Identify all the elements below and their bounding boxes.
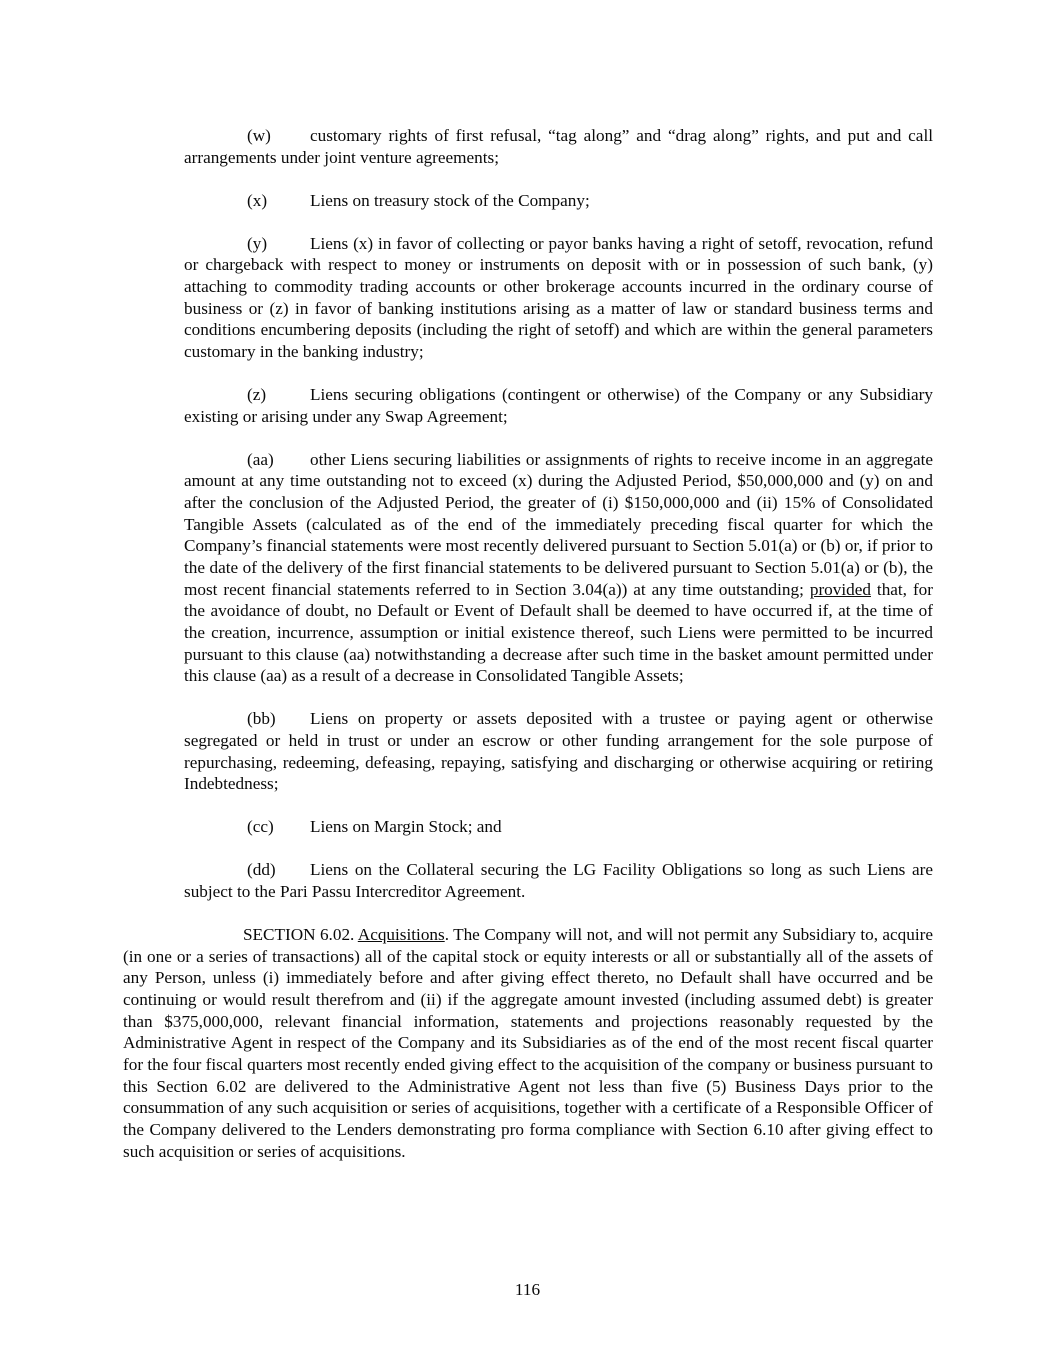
- clause-cc: [184, 816, 933, 838]
- clause-aa: [184, 449, 933, 687]
- clause-y: [184, 233, 933, 363]
- page-content: [123, 125, 933, 1184]
- clause-aa-label: (aa): [247, 449, 274, 469]
- underlined-term-provided: provided: [809, 579, 871, 599]
- clause-z: [184, 384, 933, 427]
- section-6-02-paragraph: [123, 924, 933, 1162]
- clause-cc-label: (cc): [247, 817, 274, 837]
- clause-dd: [184, 859, 933, 902]
- clause-w-label: (w): [247, 126, 271, 145]
- clause-dd-label: (dd): [247, 860, 276, 880]
- section-body-text: The Company will not, and will not permit any Subsidiary to, acquire (in one or a series of transactions) all of the capital stock or equity interests or all or substantially all of the assets of any Person, unless (i) immediately before and after giving effect thereto, no Default shall have occurred and be continuing or would result therefrom and (ii) if the aggregate amount invested (including assumed debt) is greater than $375,000,000, relevant financial information, statements and projections reasonably requested by the Administrative Agent in respect of the Company and its Subsidiaries as of the end of the most recent fiscal quarter for the four fiscal quarters most recently ended giving effect to the acquisition of the company or business pursuant to this Section 6.02 are delivered to the Administrative Agent not less than five (5) Business Days prior to the consummation of any such acquisition or series of acquisitions, together with a certificate of a Responsible Officer of the Company delivered to the Lenders demonstrating pro forma compliance with Section 6.10 after giving effect to such acquisition or series of acquisitions.: [123, 925, 933, 1161]
- clause-dd-text: Liens on the Collateral securing the LG Facility Obligations so long as such Liens are subject to the Pari Passu Intercreditor Agreement.: [184, 860, 933, 902]
- clause-bb: [184, 708, 933, 795]
- clause-x: [184, 190, 933, 212]
- clause-y-text: Liens (x) in favor of collecting or payor banks having a right of setoff, revocation, refund or chargeback with respect to money or instruments on deposit with or in possession of such bank, (y) attaching to commodity trading accounts or other brokerage accounts incurred in the ordinary course of business or (z) in favor of banking institutions arising as a matter of law or standard business terms and conditions encumbering deposits (including the right of setoff) and which are within the general parameters customary in the banking industry;: [184, 233, 933, 362]
- page-number: 116: [514, 1280, 541, 1299]
- clause-cc-text: Liens on Margin Stock; and: [310, 817, 502, 837]
- clause-w: [184, 125, 933, 168]
- clause-x-label: (x): [247, 190, 268, 210]
- clause-w-text: customary rights of first refusal, “tag along” and “drag along” rights, and put and call arrangements under joint venture agreements;: [184, 126, 933, 167]
- clause-aa-text-after: that, for the avoidance of doubt, no Default or Event of Default shall be deemed to have occurred if, at the time of the creation, incurrence, assumption or initial existence thereof, such Liens were permitted to be incurred pursuant to this clause (aa) notwithstanding a decrease after such time in the basket amount permitted under this clause (aa) as a result of a decrease in Consolidated Tangible Assets;: [184, 579, 933, 686]
- section-number: SECTION 6.02.: [243, 925, 358, 945]
- clause-aa-text-before: other Liens securing liabilities or assignments of rights to receive income in an aggregate amount at any time outstanding not to exceed (x) during the Adjusted Period, $50,000,000 and (y) on and after the conclusion of the Adjusted Period, the greater of (i) $150,000,000 and (ii) 15% of Consolidated Tangible Assets (calculated as of the end of the immediately preceding fiscal quarter for which the Company’s financial statements were most recently delivered pursuant to Section 5.01(a) or (b) or, if prior to the date of the delivery of the first financial statements to be delivered pursuant to Section 5.01(a) or (b), the most recent financial statements referred to in Section 3.04(a)) at any time outstanding;: [184, 449, 933, 599]
- clause-x-text: Liens on treasury stock of the Company;: [310, 190, 590, 210]
- clause-bb-text: Liens on property or assets deposited with a trustee or paying agent or otherwise segregated or held in trust or under an escrow or other funding arrangement for the sole purpose of repurchasing, redeeming, defeasing, repaying, satisfying and discharging or otherwise acquiring or retiring Indebtedness;: [184, 709, 933, 794]
- clause-bb-label: (bb): [247, 709, 276, 729]
- clause-y-label: (y): [247, 233, 268, 253]
- clause-z-label: (z): [247, 385, 267, 405]
- clause-z-text: Liens securing obligations (contingent or otherwise) of the Company or any Subsidiary existing or arising under any Swap Agreement;: [184, 385, 933, 426]
- section-title-period: .: [444, 925, 449, 945]
- section-title: Acquisitions: [357, 925, 445, 945]
